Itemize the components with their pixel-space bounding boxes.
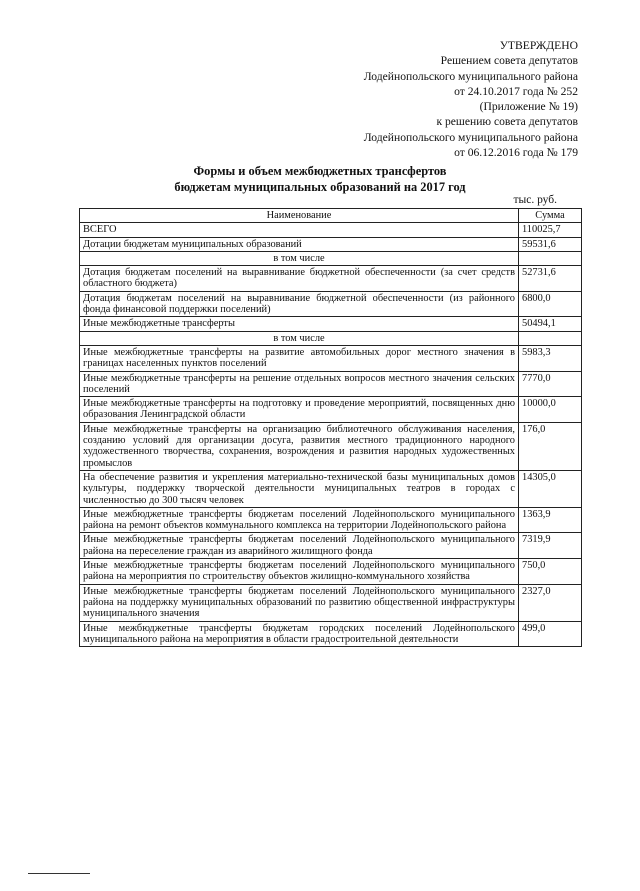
table-row — [80, 559, 582, 585]
table-body — [80, 223, 582, 647]
table-row — [80, 266, 582, 292]
row-sum: 14305,0 — [519, 470, 582, 507]
row-name: Иные межбюджетные трансферты бюджетам городских поселений Лодейнопольского муниципального района на мероприятия в области градостроительной деятельности — [80, 621, 519, 647]
row-sum: 499,0 — [519, 621, 582, 647]
row-name: Иные межбюджетные трансферты на решение отдельных вопросов местного значения сельских поселений — [80, 371, 519, 397]
table-row — [80, 237, 582, 251]
row-name: Иные межбюджетные трансферты бюджетам поселений Лодейнопольского муниципального района на переселение граждан из аварийного жилищного фонда — [80, 533, 519, 559]
table-row — [80, 251, 582, 265]
approval-line: к решению совета депутатов — [436, 115, 578, 129]
row-sum — [519, 331, 582, 345]
transfers-table — [79, 208, 582, 647]
table-row — [80, 345, 582, 371]
row-name: Дотация бюджетам поселений на выравнивание бюджетной обеспеченности (из районного фонда финансовой поддержки поселений) — [80, 291, 519, 317]
table-row — [80, 331, 582, 345]
row-sum: 7319,9 — [519, 533, 582, 559]
row-sum: 10000,0 — [519, 397, 582, 423]
approval-line: УТВЕРЖДЕНО — [499, 39, 578, 52]
table-row — [80, 621, 582, 647]
approval-line: Лодейнопольского муниципального района — [363, 69, 578, 83]
row-sum: 59531,6 — [519, 237, 582, 251]
table-row — [80, 223, 582, 237]
row-sum: 750,0 — [519, 559, 582, 585]
table-row — [80, 422, 582, 470]
table-row — [80, 291, 582, 317]
row-sum: 2327,0 — [519, 584, 582, 621]
row-sum: 110025,7 — [519, 223, 582, 237]
row-name: Иные межбюджетные трансферты на подготовку и проведение мероприятий, посвященных дню образования Ленинградской области — [80, 397, 519, 423]
row-name: Иные межбюджетные трансферты бюджетам поселений Лодейнопольского муниципального района на поддержку муниципальных образований по развитию общественной инфраструктуры муниципального значения — [80, 584, 519, 621]
row-sum: 5983,3 — [519, 345, 582, 371]
approval-line: от 06.12.2016 года № 179 — [454, 146, 578, 160]
row-name: Иные межбюджетные трансферты на развитие автомобильных дорог местного значения в границах населенных пунктов поселений — [80, 345, 519, 371]
table-row — [80, 533, 582, 559]
row-name: в том числе — [80, 331, 519, 345]
approval-line: (Приложение № 19) — [479, 100, 578, 114]
row-name: в том числе — [80, 251, 519, 265]
approval-stamp — [364, 38, 578, 160]
row-sum: 7770,0 — [519, 371, 582, 397]
table-row — [80, 397, 582, 423]
table-row — [80, 371, 582, 397]
approval-line: Решением совета депутатов — [440, 54, 578, 68]
row-sum — [519, 251, 582, 265]
row-name: Дотация бюджетам поселений на выравнивание бюджетной обеспеченности (за счет средств областного бюджета) — [80, 266, 519, 292]
row-name: Дотации бюджетам муниципальных образований — [80, 237, 519, 251]
row-name: Иные межбюджетные трансферты бюджетам поселений Лодейнопольского муниципального района на ремонт объектов коммунального комплекса на территории Лодейнопольского района — [80, 507, 519, 533]
table-row — [80, 317, 582, 331]
header-sum: Сумма — [519, 209, 582, 223]
row-name: Иные межбюджетные трансферты — [80, 317, 519, 331]
title-line-2: бюджетам муниципальных образований на 2017 год — [174, 179, 466, 194]
row-name: На обеспечение развития и укрепления материально-технической базы муниципальных домов культуры, поддержку творческой деятельности муниципальных театров в городах с численностью до 300 тысяч человек — [80, 470, 519, 507]
row-name: Иные межбюджетные трансферты бюджетам поселений Лодейнопольского муниципального района на мероприятия по строительству объектов жилищно-коммунального хозяйства — [80, 559, 519, 585]
row-name: Иные межбюджетные трансферты на организацию библиотечного обслуживания населения, созданию условий для организации досуга, развития местного традиционного народного художественного творчества, сохранения, возрождения и развития народных художественных промыслов — [80, 422, 519, 470]
approval-line: Лодейнопольского муниципального района — [363, 130, 578, 144]
row-name: ВСЕГО — [80, 223, 519, 237]
units-label: тыс. руб. — [513, 194, 557, 206]
table-row — [80, 584, 582, 621]
footer-divider — [28, 873, 90, 874]
approval-line: от 24.10.2017 года № 252 — [454, 84, 578, 98]
row-sum: 52731,6 — [519, 266, 582, 292]
row-sum: 176,0 — [519, 422, 582, 470]
title-line-1: Формы и объем межбюджетных трансфертов — [193, 164, 447, 178]
row-sum: 50494,1 — [519, 317, 582, 331]
table-header-row — [80, 209, 582, 223]
row-sum: 1363,9 — [519, 507, 582, 533]
header-name: Наименование — [80, 209, 519, 223]
table-row — [80, 470, 582, 507]
document-title — [0, 164, 640, 195]
table-row — [80, 507, 582, 533]
row-sum: 6800,0 — [519, 291, 582, 317]
